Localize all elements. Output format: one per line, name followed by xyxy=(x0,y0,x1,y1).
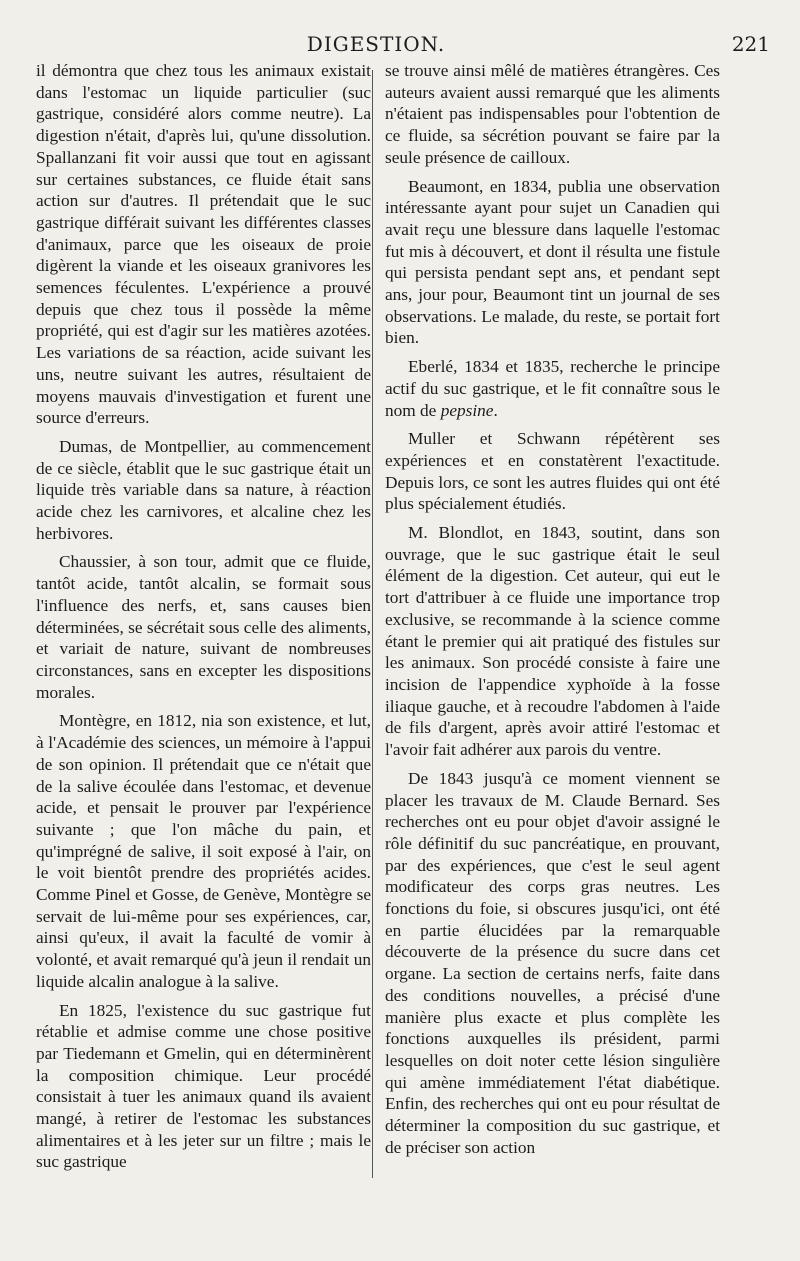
paragraph: De 1843 jusqu'à ce moment viennent se placer les travaux de M. Claude Bernard. Ses recherches ont eu pour objet d'avoir assigné le rôle définitif du suc pancréatique, en prouvant, par des expériences, que c'est le seul agent modificateur des corps gras neutres. Les fonctions du foie, si obscures jusqu'ici, ont été en partie élucidées par la remarquable découverte de la présence du sucre dans cet organe. La section de certains nerfs, faite dans des conditions nouvelles, a précisé d'une manière plus exacte et plus complète les fonctions auxquelles ils président, parmi lesquelles on doit noter cette lésion singulière qui amène immédiatement l'état diabétique. Enfin, des recherches qui ont eu pour résultat de déterminer la composition du suc gastrique, et de préciser son action xyxy=(385,768,720,1157)
left-column xyxy=(36,60,371,1180)
running-title: DIGESTION. xyxy=(306,32,446,56)
paragraph xyxy=(385,356,720,421)
paragraph-text: Eberlé, 1834 et 1835, recherche le principe actif du suc gastrique, et le fit connaître sous le nom de xyxy=(385,357,720,420)
paragraph: se trouve ainsi mêlé de matières étrangères. Ces auteurs avaient aussi remarqué que les aliments n'étaient pas indispensables pour l'obtention de ce fluide, sa sécrétion pouvant se faire par la seule présence de cailloux. xyxy=(385,61,720,167)
paragraph: Dumas, de Montpellier, au commencement de ce siècle, établit que le suc gastrique était un liquide très variable dans sa nature, à réaction acide chez les carnivores, et alcaline chez les herbivores. xyxy=(36,436,371,543)
paragraph: En 1825, l'existence du suc gastrique fut rétablie et admise comme une chose positive par Tiedemann et Gmelin, qui en déterminèrent la composition chimique. Leur procédé consistait à tuer les animaux quand ils avaient mangé, à retirer de l'estomac les substances alimentaires et à les jeter sur un filtre ; mais le suc gastrique xyxy=(36,1000,371,1172)
paragraph: Montègre, en 1812, nia son existence, et lut, à l'Académie des sciences, un mémoire à l'appui de son opinion. Il prétendait que ce n'était que de la salive écoulée dans l'estomac, et devenue acide, et pensait le prouver par l'expérience suivante ; que l'on mâche du pain, et qu'imprégné de salive, il soit exposé à l'air, on le voit bientôt prendre des propriétés acides. Comme Pinel et Gosse, de Genève, Montègre se servait de lui-même pour ses expériences, car, ainsi qu'eux, il avait la faculté de vomir à volonté, et avait remarqué qu'à jeun il rendait un liquide alcalin analogue à la salive. xyxy=(36,711,371,991)
paragraph-text: . xyxy=(493,400,498,420)
column-divider xyxy=(372,70,373,1178)
italic-term-pepsine: pepsine xyxy=(440,400,494,420)
page-header xyxy=(0,32,800,62)
right-column xyxy=(385,60,720,1165)
paragraph: Beaumont, en 1834, publia une observation intéressante ayant pour sujet un Canadien qui avait reçu une blessure dans laquelle l'estomac fut mis à découvert, et dont il résulta une fistule qui persista pendant sept ans, et pendant sept ans, jour pour, Beaumont tint un journal de ses observations. Le malade, du reste, se portait fort bien. xyxy=(385,176,720,348)
paragraph: Muller et Schwann répétèrent ses expériences et en constatèrent l'exactitude. Depuis lors, ce sont les autres fluides qui ont été plus spécialement étudiés. xyxy=(385,429,720,514)
page-number: 221 xyxy=(731,32,770,56)
paragraph: Chaussier, à son tour, admit que ce fluide, tantôt acide, tantôt alcalin, se formait sous l'influence des nerfs, et, sans causes bien déterminées, se sécrétait sous celle des aliments, et variait de nature, suivant de nombreuses circonstances, sans en excepter les dispositions morales. xyxy=(36,552,371,702)
paragraph: M. Blondlot, en 1843, soutint, dans son ouvrage, que le suc gastrique était le seul élément de la digestion. Cet auteur, qui eut le tort d'attribuer à ce fluide une importance trop exclusive, se recommande à la science comme étant le premier qui ait pratiqué des fistules sur les animaux. Son procédé consiste à faire une incision de l'appendice xyphoïde à la fosse iliaque gauche, et à recoudre l'abdomen à l'aide de fils d'argent, après avoir attiré l'estomac et l'avoir fait adhérer aux parois du ventre. xyxy=(385,523,720,760)
paragraph: il démontra que chez tous les animaux existait dans l'estomac un liquide particulier (suc gastrique, considéré alors comme neutre). La digestion n'était, d'après lui, qu'une dissolution. Spallanzani fit voir aussi que tout en agissant sur certaines substances, ce fluide était sans action sur d'autres. Il prétendait que le suc gastrique différait suivant les différentes classes d'animaux, parce que les oiseaux de proie digèrent la viande et les oiseaux granivores les semences féculentes. L'expérience a prouvé depuis que chez tous il possède la même propriété, qui est d'agir sur les matières azotées. Les variations de sa réaction, acide suivant les uns, neutre suivant les autres, résultaient de moyens mauvais d'investigation et furent une source d'erreurs. xyxy=(36,61,371,428)
